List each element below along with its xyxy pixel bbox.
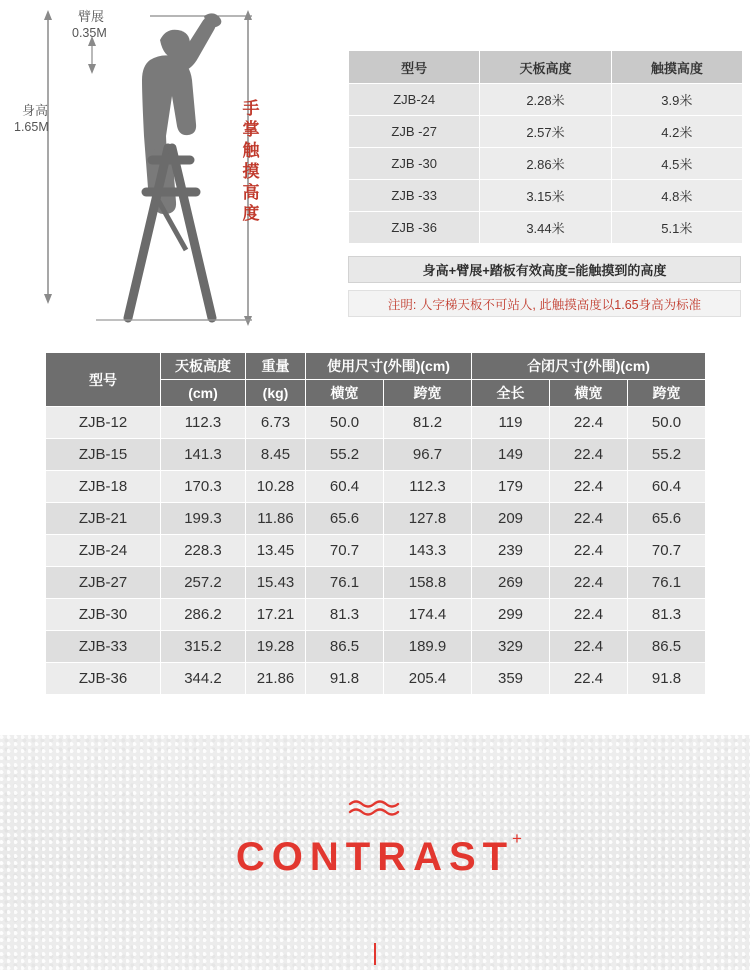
th-closed-size: 合闭尺寸(外围)(cm): [472, 353, 706, 380]
table-row: [349, 84, 743, 116]
cell-closed-width: 22.4: [550, 599, 628, 631]
table-row: [46, 439, 706, 471]
th-plate-height-unit: (cm): [161, 380, 246, 407]
cell-model: ZJB -30: [349, 148, 480, 180]
remark-note: 注明: 人字梯天板不可站人, 此触摸高度以1.65身高为标准: [348, 290, 741, 317]
cell-closed-length: 239: [472, 535, 550, 567]
cell-open-span: 174.4: [384, 599, 472, 631]
body-height-value: 1.65M: [14, 120, 49, 134]
cell-weight: 17.21: [246, 599, 306, 631]
cell-open-width: 81.3: [306, 599, 384, 631]
table-row: [46, 663, 706, 695]
table-row: [349, 116, 743, 148]
cell-plate-height: 141.3: [161, 439, 246, 471]
cell-open-width: 60.4: [306, 471, 384, 503]
table-row: [46, 535, 706, 567]
cell-closed-length: 179: [472, 471, 550, 503]
th-closed-span: 跨宽: [628, 380, 706, 407]
cell-closed-length: 299: [472, 599, 550, 631]
cell-closed-length: 269: [472, 567, 550, 599]
cell-weight: 11.86: [246, 503, 306, 535]
cell-closed-width: 22.4: [550, 503, 628, 535]
cell-closed-width: 22.4: [550, 407, 628, 439]
table-header-row: [349, 51, 743, 84]
cell-model: ZJB-33: [46, 631, 161, 663]
cell-weight: 19.28: [246, 631, 306, 663]
th-weight: 重量: [246, 353, 306, 380]
cell-weight: 21.86: [246, 663, 306, 695]
th-open-width: 横宽: [306, 380, 384, 407]
plus-decoration-icon: +: [512, 829, 522, 848]
cell-plate-height: 2.57米: [480, 116, 611, 148]
cell-touch-height: 4.2米: [611, 116, 742, 148]
cell-open-width: 91.8: [306, 663, 384, 695]
cell-touch-height: 5.1米: [611, 212, 742, 244]
cell-plate-height: 3.44米: [480, 212, 611, 244]
cell-open-span: 127.8: [384, 503, 472, 535]
cell-closed-length: 359: [472, 663, 550, 695]
cell-closed-span: 70.7: [628, 535, 706, 567]
th-plate-height: 天板高度: [480, 51, 611, 84]
cell-closed-width: 22.4: [550, 663, 628, 695]
th-open-span: 跨宽: [384, 380, 472, 407]
cell-model: ZJB-24: [349, 84, 480, 116]
cell-open-width: 55.2: [306, 439, 384, 471]
th-model: 型号: [349, 51, 480, 84]
th-touch-height: 触摸高度: [611, 51, 742, 84]
wave-decoration-icon: [348, 799, 402, 821]
cell-closed-width: 22.4: [550, 535, 628, 567]
cell-weight: 15.43: [246, 567, 306, 599]
cell-closed-length: 119: [472, 407, 550, 439]
touch-height-table: [348, 50, 743, 244]
cell-plate-height: 3.15米: [480, 180, 611, 212]
body-height-label: 身高: [22, 103, 49, 118]
cell-weight: 8.45: [246, 439, 306, 471]
table-row: [46, 471, 706, 503]
cell-plate-height: 170.3: [161, 471, 246, 503]
th-closed-width: 横宽: [550, 380, 628, 407]
cell-open-width: 65.6: [306, 503, 384, 535]
cell-model: ZJB-24: [46, 535, 161, 567]
cell-open-span: 158.8: [384, 567, 472, 599]
table-row: [46, 407, 706, 439]
cell-model: ZJB-15: [46, 439, 161, 471]
cell-plate-height: 344.2: [161, 663, 246, 695]
th-model: 型号: [46, 353, 161, 407]
cell-closed-span: 91.8: [628, 663, 706, 695]
cell-model: ZJB -36: [349, 212, 480, 244]
cell-model: ZJB-18: [46, 471, 161, 503]
arm-span-label: 臂展: [78, 9, 105, 24]
cell-model: ZJB-36: [46, 663, 161, 695]
table-row: [349, 212, 743, 244]
cell-model: ZJB-21: [46, 503, 161, 535]
cell-closed-length: 149: [472, 439, 550, 471]
table-row: [46, 503, 706, 535]
banner-title: CONTRAST: [235, 835, 515, 879]
cell-weight: 6.73: [246, 407, 306, 439]
cell-closed-width: 22.4: [550, 631, 628, 663]
table-row: [349, 180, 743, 212]
diagram-svg: [0, 0, 340, 340]
cell-weight: 13.45: [246, 535, 306, 567]
th-closed-length: 全长: [472, 380, 550, 407]
cell-closed-width: 22.4: [550, 439, 628, 471]
cell-open-width: 76.1: [306, 567, 384, 599]
cell-open-span: 96.7: [384, 439, 472, 471]
cell-touch-height: 4.8米: [611, 180, 742, 212]
cell-closed-span: 81.3: [628, 599, 706, 631]
cell-closed-span: 65.6: [628, 503, 706, 535]
th-open-size: 使用尺寸(外围)(cm): [306, 353, 472, 380]
cell-model: ZJB -27: [349, 116, 480, 148]
cell-closed-span: 60.4: [628, 471, 706, 503]
th-weight-unit: (kg): [246, 380, 306, 407]
cell-touch-height: 4.5米: [611, 148, 742, 180]
cell-open-span: 112.3: [384, 471, 472, 503]
table-row: [349, 148, 743, 180]
table-row: [46, 631, 706, 663]
cell-plate-height: 2.28米: [480, 84, 611, 116]
cell-closed-length: 209: [472, 503, 550, 535]
cell-open-span: 143.3: [384, 535, 472, 567]
cell-touch-height: 3.9米: [611, 84, 742, 116]
cell-plate-height: 2.86米: [480, 148, 611, 180]
cell-plate-height: 286.2: [161, 599, 246, 631]
ladder-person-diagram: [0, 0, 340, 340]
cell-open-width: 70.7: [306, 535, 384, 567]
cell-plate-height: 112.3: [161, 407, 246, 439]
cell-open-width: 86.5: [306, 631, 384, 663]
cell-closed-width: 22.4: [550, 567, 628, 599]
specification-table: [45, 352, 705, 695]
cell-open-span: 81.2: [384, 407, 472, 439]
cell-weight: 10.28: [246, 471, 306, 503]
contrast-banner: [0, 735, 750, 970]
arm-span-value: 0.35M: [72, 26, 107, 40]
cell-closed-span: 86.5: [628, 631, 706, 663]
cell-closed-span: 50.0: [628, 407, 706, 439]
cell-model: ZJB-30: [46, 599, 161, 631]
cell-model: ZJB -33: [349, 180, 480, 212]
cell-model: ZJB-27: [46, 567, 161, 599]
th-plate-height: 天板高度: [161, 353, 246, 380]
cell-open-span: 205.4: [384, 663, 472, 695]
cell-closed-width: 22.4: [550, 471, 628, 503]
tick-decoration: [374, 943, 376, 965]
table-row: [46, 567, 706, 599]
cell-closed-length: 329: [472, 631, 550, 663]
cell-plate-height: 199.3: [161, 503, 246, 535]
cell-closed-span: 55.2: [628, 439, 706, 471]
touch-height-label: 手掌触摸高度: [242, 99, 260, 223]
top-section: [0, 0, 750, 340]
formula-note: 身高+臂展+踏板有效高度=能触摸到的高度: [348, 256, 741, 283]
table-row: [46, 599, 706, 631]
cell-open-span: 189.9: [384, 631, 472, 663]
main-header-row-1: [46, 353, 706, 380]
cell-closed-span: 76.1: [628, 567, 706, 599]
cell-model: ZJB-12: [46, 407, 161, 439]
cell-plate-height: 257.2: [161, 567, 246, 599]
cell-open-width: 50.0: [306, 407, 384, 439]
cell-plate-height: 228.3: [161, 535, 246, 567]
cell-plate-height: 315.2: [161, 631, 246, 663]
